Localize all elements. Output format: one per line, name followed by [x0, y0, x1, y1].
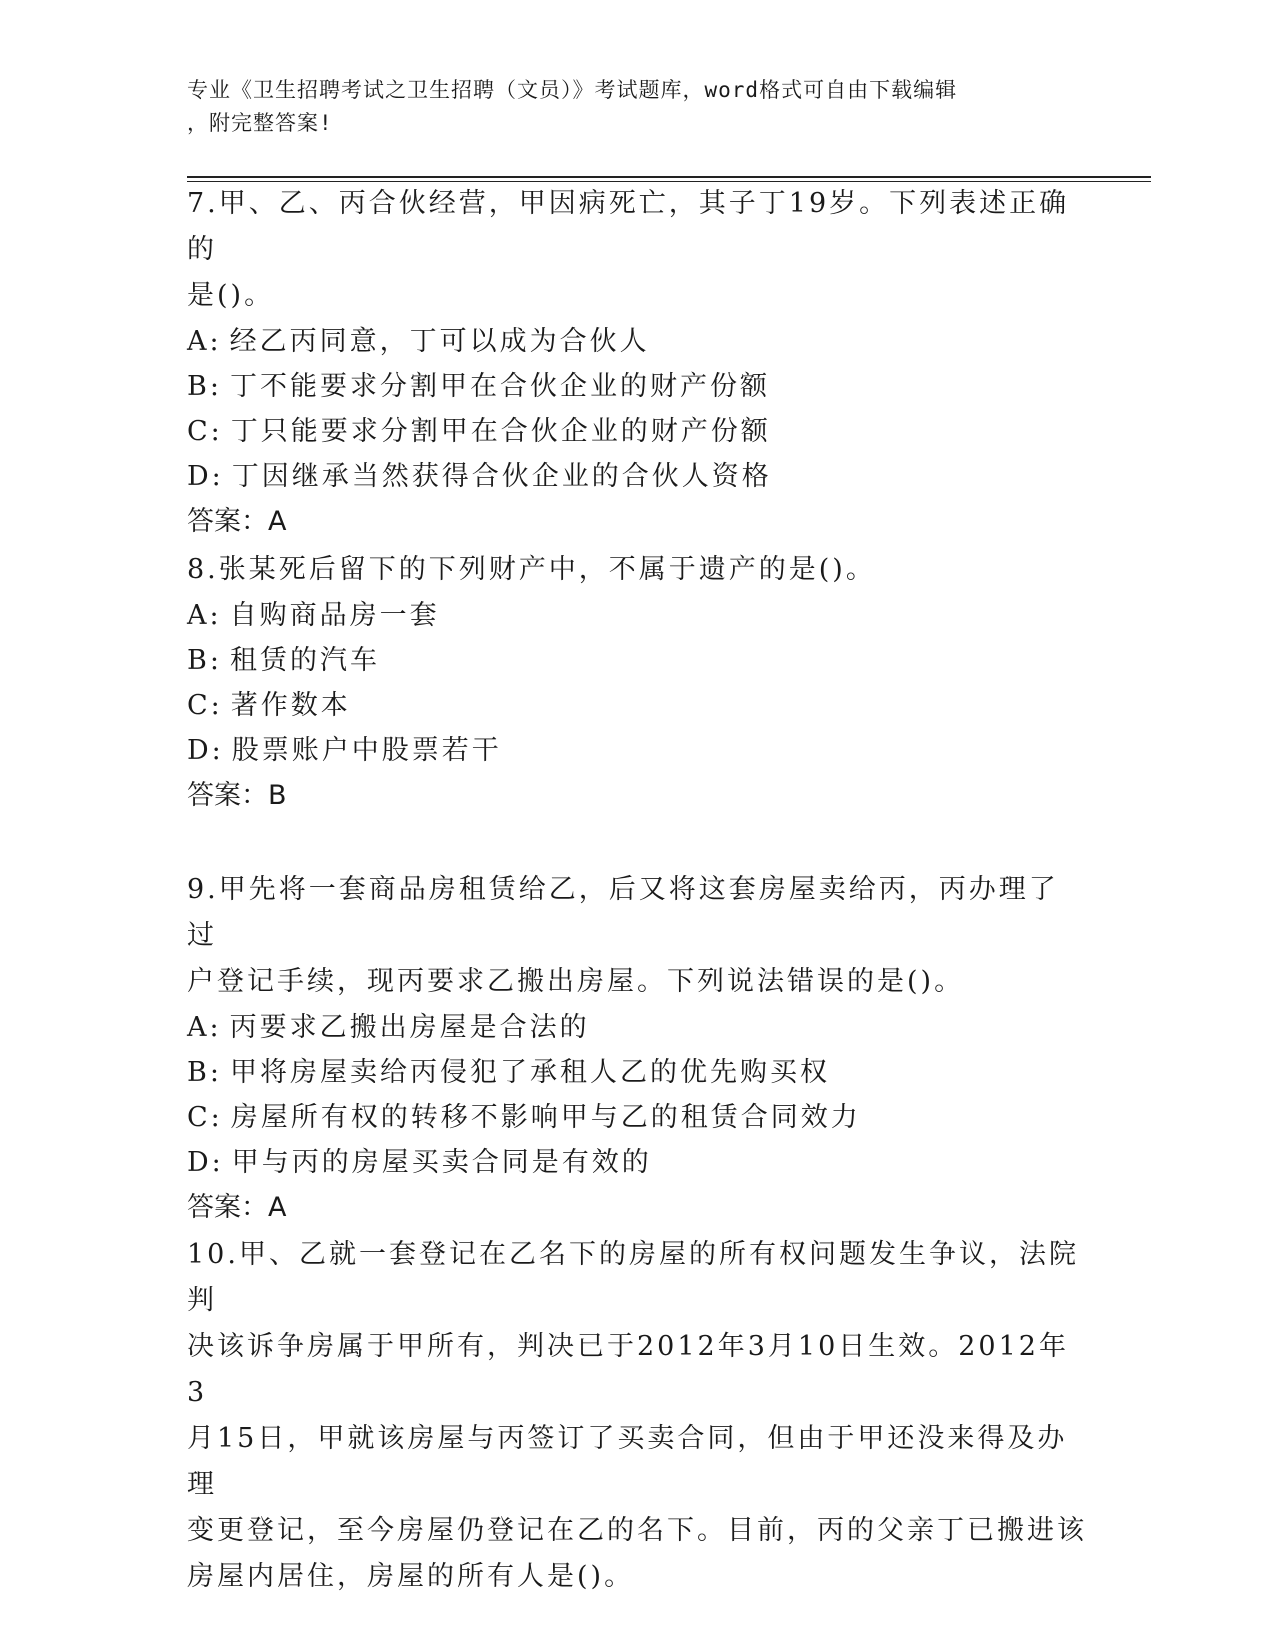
option-c: C: 著作数本	[187, 690, 351, 721]
option-b: B: 甲将房屋卖给丙侵犯了承租人乙的优先购买权	[187, 1057, 830, 1088]
question-7	[187, 181, 1087, 545]
question-8	[187, 547, 1087, 819]
document-header	[187, 74, 1067, 140]
header-line-2: ，附完整答案!	[187, 111, 333, 135]
question-text-line: 月15日，甲就该房屋与丙签订了买卖合同，但由于甲还没来得及办理	[187, 1423, 1068, 1500]
question-text-line: 10.甲、乙就一套登记在乙名下的房屋的所有权问题发生争议，法院判	[187, 1239, 1079, 1316]
option-b: B: 丁不能要求分割甲在合伙企业的财产份额	[187, 371, 770, 402]
answer: 答案：B	[187, 780, 287, 811]
question-text-line: 9.甲先将一套商品房租赁给乙，后又将这套房屋卖给丙，丙办理了过	[187, 874, 1059, 951]
question-text-line: 房屋内居住，房屋的所有人是()。	[187, 1561, 635, 1592]
option-a: A: 丙要求乙搬出房屋是合法的	[187, 1012, 590, 1043]
question-text-line: 决该诉争房属于甲所有，判决已于2012年3月10日生效。2012年3	[187, 1331, 1069, 1408]
option-d: D: 丁因继承当然获得合伙企业的合伙人资格	[187, 461, 772, 492]
question-10	[187, 1232, 1087, 1600]
header-divider	[187, 176, 1151, 178]
answer: 答案：A	[187, 506, 287, 537]
option-d: D: 股票账户中股票若干	[187, 735, 502, 766]
question-text-line: 户登记手续，现丙要求乙搬出房屋。下列说法错误的是()。	[187, 966, 965, 997]
option-c: C: 丁只能要求分割甲在合伙企业的财产份额	[187, 416, 771, 447]
option-c: C: 房屋所有权的转移不影响甲与乙的租赁合同效力	[187, 1102, 861, 1133]
answer: 答案：A	[187, 1192, 287, 1223]
option-a: A: 自购商品房一套	[187, 600, 440, 631]
question-text-line: 变更登记，至今房屋仍登记在乙的名下。目前，丙的父亲丁已搬进该	[187, 1515, 1087, 1546]
option-d: D: 甲与丙的房屋买卖合同是有效的	[187, 1147, 652, 1178]
option-b: B: 租赁的汽车	[187, 645, 380, 676]
question-text-line: 7.甲、乙、丙合伙经营，甲因病死亡，其子丁19岁。下列表述正确的	[187, 188, 1070, 265]
question-9	[187, 867, 1087, 1231]
header-line-1: 专业《卫生招聘考试之卫生招聘（文员）》考试题库，word格式可自由下载编辑	[187, 78, 958, 102]
question-text-line: 8.张某死后留下的下列财产中，不属于遗产的是()。	[187, 554, 876, 585]
option-a: A: 经乙丙同意，丁可以成为合伙人	[187, 326, 650, 357]
question-text-line: 是()。	[187, 280, 275, 311]
